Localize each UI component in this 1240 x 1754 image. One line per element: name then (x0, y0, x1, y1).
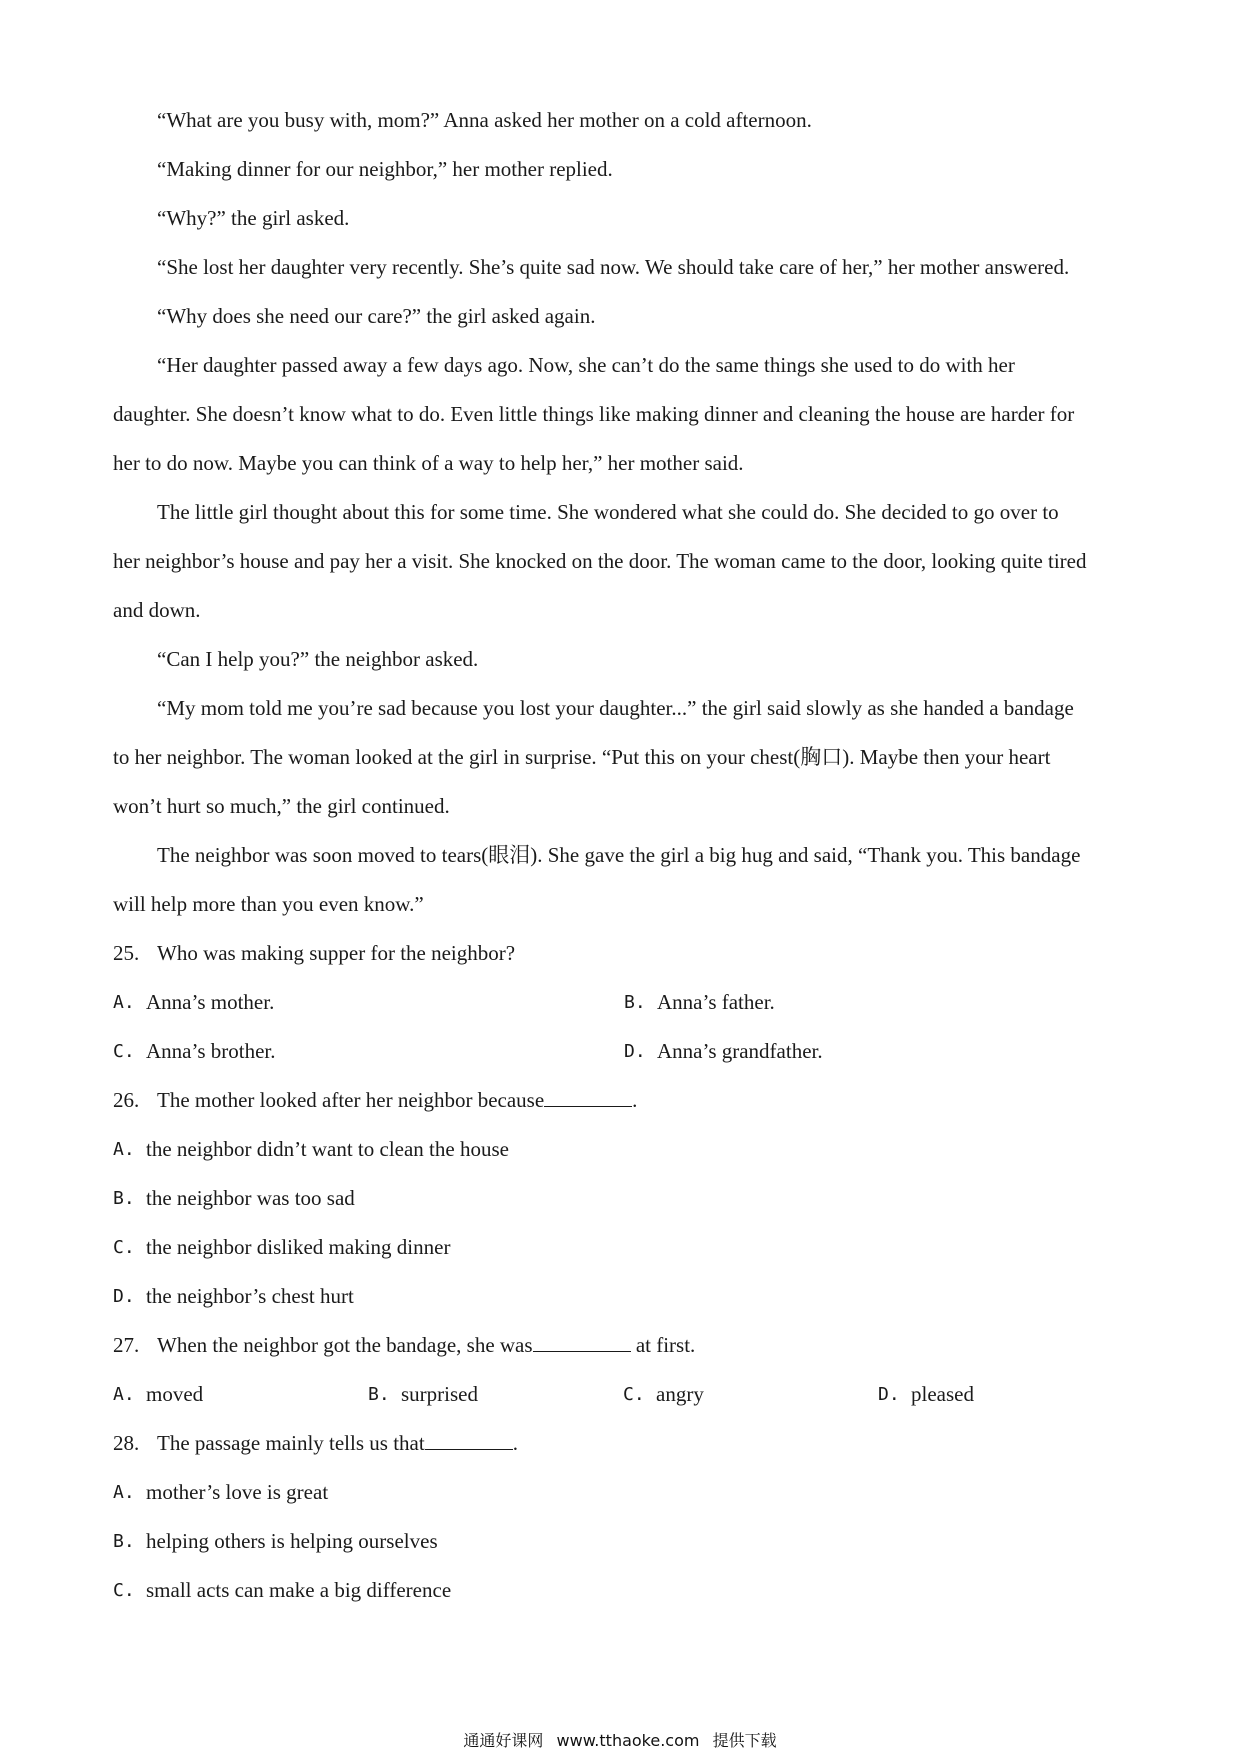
option-text: Anna’s mother. (146, 990, 275, 1014)
option-b[interactable] (624, 978, 1135, 1027)
passage-line: her neighbor’s house and pay her a visit. She knocked on the door. The woman came to the door, looking quite tired (113, 549, 1087, 573)
question-number: 28. (113, 1431, 140, 1455)
option-letter: A. (113, 1384, 135, 1405)
options-row (113, 1370, 1138, 1419)
option-text: surprised (401, 1382, 478, 1406)
option-letter: A. (113, 1482, 135, 1503)
option-text: Anna’s father. (657, 990, 775, 1014)
question-text-before: The passage mainly tells us that (157, 1431, 425, 1455)
options-row (113, 1027, 1138, 1076)
option-b[interactable] (113, 1174, 1138, 1223)
option-text: pleased (911, 1382, 974, 1406)
question-28 (113, 1419, 1138, 1468)
footer-url[interactable]: www.tthaoke.com (556, 1731, 700, 1750)
question-25 (113, 929, 1138, 978)
passage-line: “Why does she need our care?” the girl asked again. (157, 304, 596, 328)
passage-line: to her neighbor. The woman looked at the girl in surprise. “Put this on your chest(胸口). Maybe then your heart (113, 745, 1051, 769)
option-letter: A. (113, 1139, 135, 1160)
option-letter: C. (113, 1041, 135, 1062)
option-letter: C. (623, 1384, 645, 1405)
passage-line: “Making dinner for our neighbor,” her mother replied. (157, 157, 613, 181)
reading-passage (113, 96, 1138, 929)
question-number: 26. (113, 1088, 140, 1112)
answer-blank[interactable] (544, 1084, 632, 1107)
answer-blank[interactable] (425, 1427, 513, 1450)
question-text (157, 1419, 518, 1468)
option-letter: D. (113, 1286, 135, 1307)
option-d[interactable] (624, 1027, 1135, 1076)
question-text: Who was making supper for the neighbor? (157, 941, 516, 965)
option-d[interactable] (878, 1370, 1133, 1419)
option-letter: B. (624, 992, 646, 1013)
passage-line: The neighbor was soon moved to tears(眼泪). She gave the girl a big hug and said, “Thank you. This bandage (157, 843, 1081, 867)
question-text (157, 1321, 695, 1370)
option-letter: B. (113, 1531, 135, 1552)
passage-line: “My mom told me you’re sad because you lost your daughter...” the girl said slowly as she handed a bandage (157, 696, 1074, 720)
question-number: 27. (113, 1333, 140, 1357)
option-letter: C. (113, 1580, 135, 1601)
option-a[interactable] (113, 1468, 1138, 1517)
question-number: 25. (113, 941, 140, 965)
passage-line: won’t hurt so much,” the girl continued. (113, 794, 450, 818)
option-text: mother’s love is great (146, 1480, 329, 1504)
option-text: the neighbor was too sad (146, 1186, 355, 1210)
passage-line: “Can I help you?” the neighbor asked. (157, 647, 479, 671)
option-b[interactable] (113, 1517, 1138, 1566)
option-text: angry (656, 1382, 704, 1406)
option-text: moved (146, 1382, 204, 1406)
option-letter: C. (113, 1237, 135, 1258)
question-27 (113, 1321, 1138, 1370)
passage-line: “She lost her daughter very recently. She’s quite sad now. We should take care of her,” her mother answered. (157, 255, 1070, 279)
question-26 (113, 1076, 1138, 1125)
passage-line: “Her daughter passed away a few days ago. Now, she can’t do the same things she used to do with her (157, 353, 1015, 377)
option-text: small acts can make a big difference (146, 1578, 452, 1602)
option-c[interactable] (113, 1223, 1138, 1272)
option-c[interactable] (623, 1370, 878, 1419)
answer-blank[interactable] (533, 1329, 631, 1352)
passage-line: “What are you busy with, mom?” Anna asked her mother on a cold afternoon. (157, 108, 812, 132)
option-letter: D. (878, 1384, 900, 1405)
question-text-after: . (632, 1088, 638, 1112)
option-d[interactable] (113, 1272, 1138, 1321)
option-text: the neighbor disliked making dinner (146, 1235, 451, 1259)
option-b[interactable] (368, 1370, 623, 1419)
passage-line: “Why?” the girl asked. (157, 206, 350, 230)
question-text-before: The mother looked after her neighbor because (157, 1088, 545, 1112)
option-a[interactable] (113, 1370, 368, 1419)
option-c[interactable] (113, 1027, 624, 1076)
options-row (113, 978, 1138, 1027)
footer-site-name: 通通好课网 (463, 1731, 544, 1750)
option-text: helping others is helping ourselves (146, 1529, 438, 1553)
option-letter: B. (113, 1188, 135, 1209)
worksheet-page (113, 96, 1138, 1615)
question-text-before: When the neighbor got the bandage, she was (157, 1333, 533, 1357)
passage-line: and down. (113, 598, 201, 622)
option-text: the neighbor’s chest hurt (146, 1284, 354, 1308)
question-text-after: . (512, 1431, 518, 1455)
passage-line: her to do now. Maybe you can think of a way to help her,” her mother said. (113, 451, 744, 475)
page-footer (0, 1728, 1240, 1751)
footer-note: 提供下载 (712, 1731, 777, 1750)
passage-line: The little girl thought about this for some time. She wondered what she could do. She decided to go over to (157, 500, 1059, 524)
option-letter: A. (113, 992, 135, 1013)
option-c[interactable] (113, 1566, 1138, 1615)
question-text-after: at first. (630, 1333, 696, 1357)
option-letter: B. (368, 1384, 390, 1405)
option-text: Anna’s brother. (146, 1039, 276, 1063)
option-text: Anna’s grandfather. (657, 1039, 823, 1063)
question-text (157, 1076, 637, 1125)
option-letter: D. (624, 1041, 646, 1062)
option-a[interactable] (113, 978, 624, 1027)
option-text: the neighbor didn’t want to clean the house (146, 1137, 509, 1161)
option-a[interactable] (113, 1125, 1138, 1174)
passage-line: will help more than you even know.” (113, 892, 424, 916)
passage-line: daughter. She doesn’t know what to do. Even little things like making dinner and cleaning the house are harder for (113, 402, 1075, 426)
